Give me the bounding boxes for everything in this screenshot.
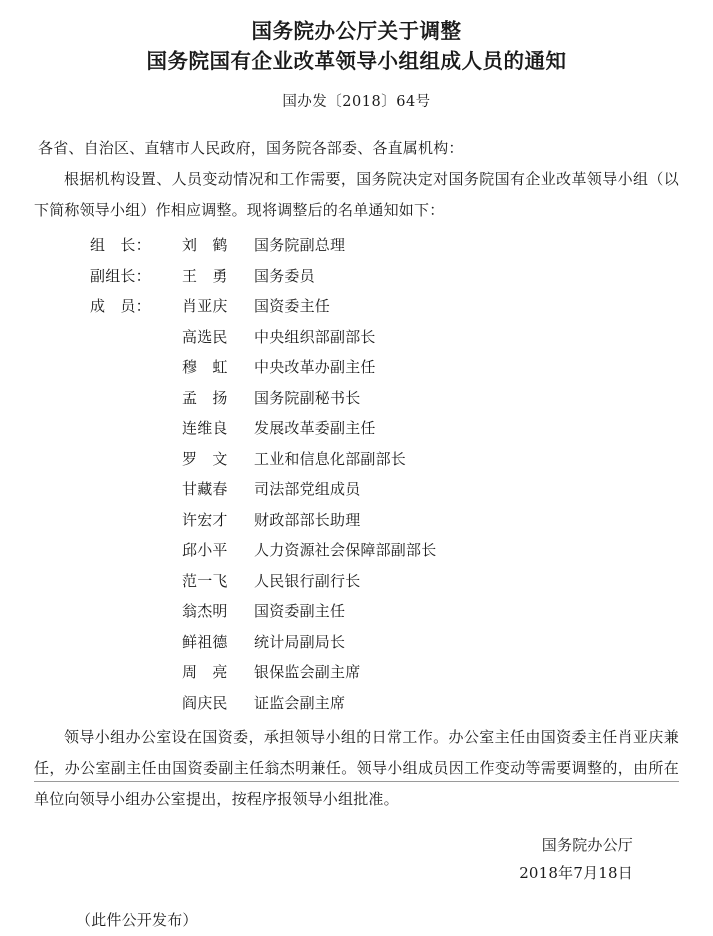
roster-position: 银保监会副主席 [254,663,361,681]
page-title-line-2: 国务院国有企业改革领导小组组成人员的通知 [146,49,567,73]
roster-position: 统计局副局长 [254,632,346,651]
roster-position: 中央组织部副部长 [254,327,376,346]
roster-position: 证监会副主席 [254,693,346,712]
bottom-divider [34,781,679,782]
roster-name: 高选民 [182,327,228,346]
roster-position: 国资委主任 [254,297,331,315]
roster-row [34,566,679,597]
roster-row [34,444,679,475]
roster-name: 肖亚庆 [182,297,228,315]
roster-name: 孟 扬 [182,388,228,407]
roster-name: 刘 鹤 [182,236,228,254]
roster-name: 阎庆民 [182,693,228,712]
roster-row [34,688,679,719]
roster-name: 甘藏春 [182,480,228,498]
roster-list [34,230,679,718]
document-number: 国办发〔2018〕64号 [282,94,431,110]
roster-row [34,535,679,566]
title-block [34,16,679,76]
roster-name: 周 亮 [182,663,228,681]
roster-position: 人民银行副行长 [254,571,361,590]
roster-position: 国务院副秘书长 [254,388,361,407]
roster-row [34,627,679,658]
closing-paragraph: 领导小组办公室设在国资委，承担领导小组的日常工作。办公室主任由国资委主任肖亚庆兼任，办公室副主任由国资委副主任翁杰明兼任。领导小组成员因工作变动等需要调整的，由所在单位向领导小组办公室提出，按程序报领导小组批准。 [34,728,679,808]
roster-name: 许宏才 [182,510,228,529]
roster-row [34,383,679,414]
issuing-authority: 国务院办公厅 [541,836,633,854]
roster-role: 组 长： [90,236,151,254]
roster-position: 财政部部长助理 [254,510,361,529]
roster-position: 工业和信息化部副部长 [254,449,407,468]
intro-paragraph: 根据机构设置、人员变动情况和工作需要，国务院决定对国务院国有企业改革领导小组（以下简称领导小组）作相应调整。现将调整后的名单通知如下： [34,170,679,219]
roster-position: 国资委副主任 [254,602,346,620]
issue-date: 2018年7月18日 [519,864,633,882]
roster-row [34,261,679,292]
roster-row [34,596,679,627]
roster-row [34,352,679,383]
roster-position: 发展改革委副主任 [254,419,376,437]
roster-name: 翁杰明 [182,602,228,620]
roster-row [34,474,679,505]
page-title-line-1: 国务院办公厅关于调整 [251,19,462,43]
roster-position: 人力资源社会保障部副部长 [254,541,437,559]
roster-name: 罗 文 [182,449,228,468]
roster-position: 国务委员 [254,266,315,285]
roster-row [34,505,679,536]
roster-row [34,322,679,353]
roster-row [34,291,679,322]
roster-position: 中央改革办副主任 [254,358,376,376]
roster-name: 邱小平 [182,541,228,559]
addressee-line: 各省、自治区、直辖市人民政府，国务院各部委、各直属机构： [38,139,464,157]
roster-position: 国务院副总理 [254,236,346,254]
roster-position: 司法部党组成员 [254,480,361,498]
roster-role: 副组长： [90,266,151,285]
roster-name: 穆 虹 [182,358,228,376]
signature-block [34,831,679,887]
roster-row [34,657,679,688]
roster-name: 王 勇 [182,266,228,285]
roster-name: 鲜祖德 [182,632,228,651]
roster-role: 成 员： [90,297,151,315]
roster-name: 范一飞 [182,571,228,590]
roster-row [34,413,679,444]
roster-name: 连维良 [182,419,228,437]
document-body [34,133,679,936]
footer-note: （此件公开发布） [76,911,198,929]
roster-row [34,230,679,261]
